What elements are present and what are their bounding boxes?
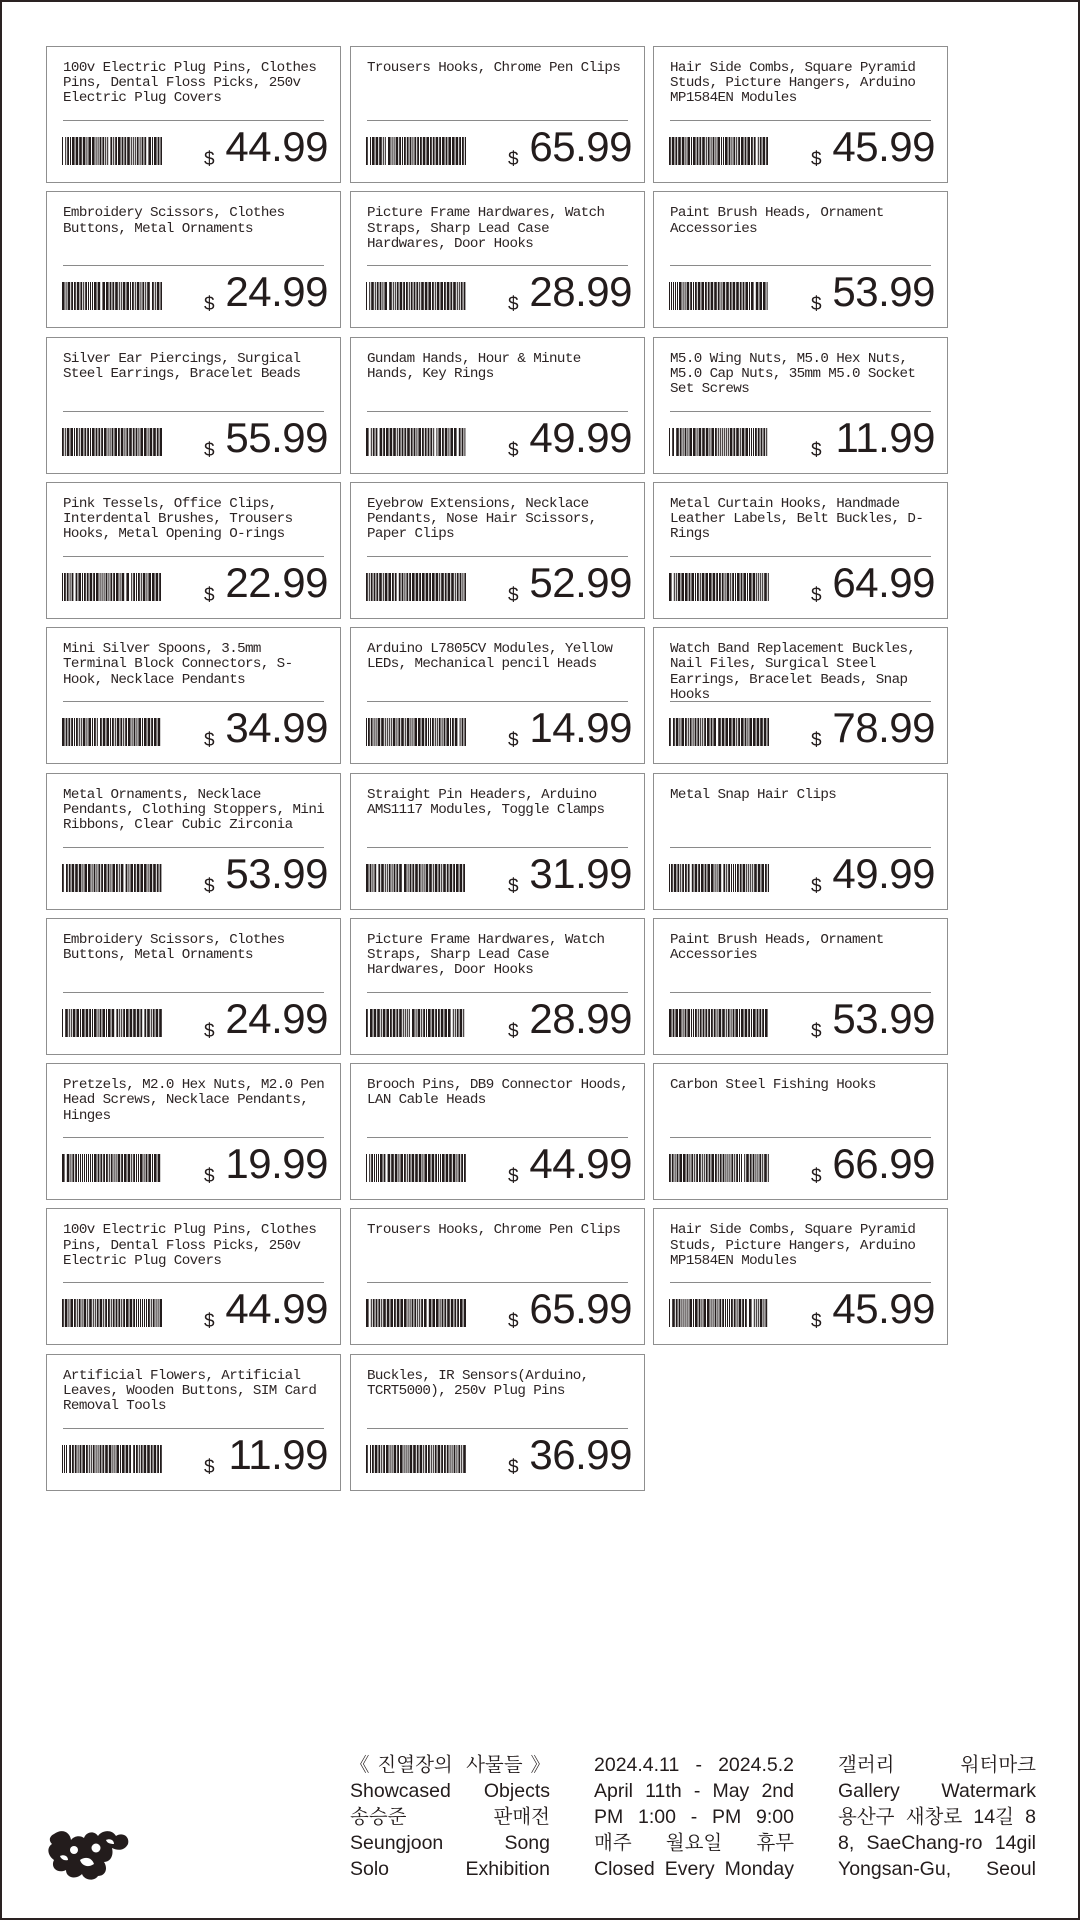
- barcode-icon: [669, 718, 769, 746]
- item-price: 22.99: [225, 558, 328, 606]
- title-line-kr: 《진열장의 사물들》: [350, 1754, 550, 1776]
- item-price: 45.99: [832, 123, 935, 170]
- currency-symbol: $: [811, 294, 822, 316]
- item-price: 45.99: [832, 1285, 935, 1333]
- item-description: 100v Electric Plug Pins, Clothes Pins, Dental Floss Picks, 250v Electric Plug Covers: [63, 60, 317, 107]
- exhibition-type-line: Solo Exhibition: [350, 1858, 550, 1880]
- item-description: Gundam Hands, Hour & Minute Hands, Key Rings: [367, 350, 581, 382]
- item-description: Picture Frame Hardwares, Watch Straps, Sharp Lead Case Hardwares, Door Hooks: [367, 931, 605, 979]
- price-label: [653, 918, 948, 1055]
- date-range-text: April 11th - May 2nd: [594, 1780, 794, 1802]
- item-description: Silver Ear Piercings, Surgical Steel Earrings, Bracelet Beads: [63, 350, 301, 382]
- item-description: Trousers Hooks, Chrome Pen Clips: [367, 60, 621, 76]
- item-price: 64.99: [832, 558, 935, 606]
- divider: [670, 701, 931, 702]
- barcode-icon: [669, 1009, 769, 1037]
- price-label: [653, 337, 948, 474]
- currency-symbol: $: [508, 294, 519, 316]
- barcode-icon: [62, 573, 162, 601]
- currency-symbol: $: [508, 149, 519, 170]
- price-label: [350, 482, 645, 619]
- item-price: 36.99: [529, 1430, 632, 1478]
- currency-symbol: $: [811, 439, 822, 461]
- item-description: Picture Frame Hardwares, Watch Straps, Sharp Lead Case Hardwares, Door Hooks: [367, 205, 605, 252]
- currency-symbol: $: [811, 875, 822, 897]
- divider: [63, 1137, 324, 1138]
- item-description: Brooch Pins, DB9 Connector Hoods, LAN Cable Heads: [367, 1077, 629, 1109]
- item-description: Embroidery Scissors, Clothes Buttons, Metal Ornaments: [63, 205, 285, 237]
- barcode-icon: [366, 573, 466, 601]
- divider: [670, 1282, 931, 1283]
- divider: [63, 1282, 324, 1283]
- currency-symbol: $: [811, 730, 822, 752]
- price-label: [653, 1063, 948, 1200]
- barcode-icon: [669, 1299, 769, 1327]
- currency-symbol: $: [811, 584, 822, 606]
- price-label: [350, 1208, 645, 1345]
- item-price: 24.99: [225, 994, 328, 1042]
- item-price: 28.99: [529, 268, 632, 316]
- item-price: 31.99: [529, 849, 632, 897]
- currency-symbol: $: [508, 584, 519, 606]
- currency-symbol: $: [204, 1456, 215, 1478]
- item-description: Buckles, IR Sensors(Arduino, TCRT5000), 250v Plug Pins: [367, 1367, 589, 1399]
- currency-symbol: $: [508, 730, 519, 752]
- item-price: 44.99: [225, 123, 328, 170]
- item-price: 28.99: [529, 994, 632, 1042]
- barcode-icon: [366, 1445, 466, 1473]
- price-label: [350, 627, 645, 764]
- barcode-icon: [62, 1445, 162, 1473]
- currency-symbol: $: [204, 875, 215, 897]
- item-description: Metal Ornaments, Necklace Pendants, Clothing Stoppers, Mini Ribbons, Clear Cubic Zirconia: [63, 786, 325, 833]
- divider: [367, 120, 628, 121]
- barcode-icon: [669, 1154, 769, 1182]
- item-price: 55.99: [225, 413, 328, 461]
- item-description: 100v Electric Plug Pins, Clothes Pins, Dental Floss Picks, 250v Electric Plug Covers: [63, 1222, 317, 1269]
- divider: [670, 556, 931, 557]
- item-description: Mini Silver Spoons, 3.5mm Terminal Block Connectors, S-Hook, Necklace Pendants: [63, 641, 293, 688]
- gallery-name-en: Gallery Watermark: [838, 1780, 1036, 1802]
- item-price: 49.99: [832, 849, 935, 897]
- item-price: 66.99: [832, 1140, 935, 1188]
- price-label: [350, 337, 645, 474]
- divider: [367, 1428, 628, 1429]
- price-label-grid: [2, 2, 1078, 1502]
- item-description: Hair Side Combs, Square Pyramid Studs, Picture Hangers, Arduino MP1584EN Modules: [670, 1222, 916, 1269]
- barcode-icon: [62, 1009, 162, 1037]
- divider: [670, 847, 931, 848]
- price-label: [46, 1354, 341, 1491]
- divider: [670, 1137, 931, 1138]
- item-description: Pink Tessels, Office Clips, Interdental Brushes, Trousers Hooks, Metal Opening O-rings: [63, 495, 293, 543]
- item-price: 78.99: [832, 704, 935, 752]
- barcode-icon: [366, 137, 466, 165]
- barcode-icon: [62, 718, 162, 746]
- barcode-icon: [366, 428, 466, 456]
- currency-symbol: $: [204, 584, 215, 606]
- item-description: Metal Snap Hair Clips: [670, 786, 837, 803]
- divider: [367, 411, 628, 412]
- divider: [63, 1428, 324, 1429]
- price-label: [46, 627, 341, 764]
- currency-symbol: $: [811, 1166, 822, 1188]
- item-price: 19.99: [225, 1140, 328, 1188]
- divider: [367, 992, 628, 993]
- currency-symbol: $: [508, 1456, 519, 1478]
- divider: [63, 120, 324, 121]
- barcode-icon: [62, 428, 162, 456]
- currency-symbol: $: [508, 875, 519, 897]
- item-description: Pretzels, M2.0 Hex Nuts, M2.0 Pen Head Screws, Necklace Pendants, Hinges: [63, 1077, 325, 1124]
- gallery-address-block: [838, 1752, 1036, 1882]
- item-price: 52.99: [529, 558, 632, 606]
- divider: [367, 1282, 628, 1283]
- currency-symbol: $: [508, 1020, 519, 1042]
- barcode-icon: [366, 1154, 466, 1182]
- item-description: Hair Side Combs, Square Pyramid Studs, Picture Hangers, Arduino MP1584EN Modules: [670, 60, 916, 107]
- item-description: Carbon Steel Fishing Hooks: [670, 1077, 876, 1094]
- item-description: Watch Band Replacement Buckles, Nail Files, Surgical Steel Earrings, Bracelet Beads, Snap Hooks: [670, 641, 916, 703]
- divider: [367, 701, 628, 702]
- date-range-numeric: 2024.4.11 - 2024.5.2: [594, 1754, 794, 1776]
- price-label: [350, 773, 645, 910]
- price-label: [653, 627, 948, 764]
- price-label: [46, 918, 341, 1055]
- barcode-icon: [62, 864, 162, 892]
- exhibition-title-block: [350, 1752, 550, 1882]
- price-label: [653, 773, 948, 910]
- divider: [63, 847, 324, 848]
- exhibition-info-footer: [2, 1742, 1078, 1892]
- gallery-logo-icon: [44, 1826, 132, 1882]
- title-line-en: Showcased Objects: [350, 1780, 550, 1802]
- artist-line-en: Seungjoon Song: [350, 1832, 550, 1854]
- currency-symbol: $: [204, 294, 215, 316]
- currency-symbol: $: [204, 730, 215, 752]
- price-label: [46, 191, 341, 328]
- currency-symbol: $: [204, 1020, 215, 1042]
- item-price: 44.99: [225, 1285, 328, 1333]
- divider: [63, 701, 324, 702]
- divider: [63, 556, 324, 557]
- item-description: M5.0 Wing Nuts, M5.0 Hex Nuts, M5.0 Cap Nuts, 35mm M5.0 Socket Set Screws: [670, 350, 916, 397]
- currency-symbol: $: [508, 439, 519, 461]
- price-label: [46, 337, 341, 474]
- item-price: 53.99: [225, 849, 328, 897]
- barcode-icon: [62, 282, 162, 310]
- barcode-icon: [669, 573, 769, 601]
- price-label: [653, 46, 948, 183]
- item-description: Paint Brush Heads, Ornament Accessories: [670, 931, 884, 963]
- item-description: Straight Pin Headers, Arduino AMS1117 Modules, Toggle Clamps: [367, 786, 605, 818]
- price-label: [350, 918, 645, 1055]
- address-line-kr: 용산구 새창로 14길 8: [838, 1806, 1036, 1828]
- item-description: Embroidery Scissors, Clothes Buttons, Metal Ornaments: [63, 931, 285, 963]
- currency-symbol: $: [204, 439, 215, 461]
- barcode-icon: [62, 1154, 162, 1182]
- currency-symbol: $: [811, 1020, 822, 1042]
- item-price: 14.99: [529, 704, 632, 752]
- price-label: [350, 1063, 645, 1200]
- divider: [367, 847, 628, 848]
- item-price: 53.99: [832, 994, 935, 1042]
- divider: [367, 1137, 628, 1138]
- item-description: Eyebrow Extensions, Necklace Pendants, Nose Hair Scissors, Paper Clips: [367, 495, 597, 543]
- opening-hours: PM 1:00 - PM 9:00: [594, 1806, 794, 1828]
- divider: [367, 556, 628, 557]
- price-label: [46, 482, 341, 619]
- divider: [63, 411, 324, 412]
- item-price: 53.99: [832, 268, 935, 316]
- divider: [670, 265, 931, 266]
- artist-line-kr: 송승준 판매전: [350, 1806, 550, 1828]
- currency-symbol: $: [204, 1166, 215, 1188]
- item-price: 11.99: [835, 413, 935, 461]
- item-price: 34.99: [225, 704, 328, 752]
- item-price: 44.99: [529, 1140, 632, 1188]
- barcode-icon: [669, 137, 769, 165]
- price-label: [46, 1063, 341, 1200]
- barcode-icon: [366, 1299, 466, 1327]
- exhibition-dates-block: [594, 1752, 794, 1882]
- currency-symbol: $: [811, 149, 822, 170]
- item-description: Artificial Flowers, Artificial Leaves, Wooden Buttons, SIM Card Removal Tools: [63, 1367, 317, 1415]
- barcode-icon: [366, 1009, 466, 1037]
- price-label: [46, 1208, 341, 1345]
- price-label: [653, 1208, 948, 1345]
- currency-symbol: $: [508, 1311, 519, 1333]
- address-line-en-1: 8, SaeChang-ro 14gil: [838, 1832, 1036, 1854]
- price-label: [350, 1354, 645, 1491]
- price-label: [653, 191, 948, 328]
- barcode-icon: [62, 137, 162, 165]
- item-price: 65.99: [529, 123, 632, 170]
- currency-symbol: $: [811, 1311, 822, 1333]
- barcode-icon: [669, 864, 769, 892]
- item-description: Trousers Hooks, Chrome Pen Clips: [367, 1222, 621, 1239]
- currency-symbol: $: [204, 1311, 215, 1333]
- barcode-icon: [669, 428, 769, 456]
- price-label: [350, 46, 645, 183]
- item-description: Paint Brush Heads, Ornament Accessories: [670, 205, 884, 237]
- divider: [670, 992, 931, 993]
- price-label: [653, 482, 948, 619]
- price-label: [46, 773, 341, 910]
- price-label: [46, 46, 341, 183]
- divider: [63, 992, 324, 993]
- price-label: [350, 191, 645, 328]
- closed-day-en: Closed Every Monday: [594, 1858, 794, 1880]
- item-price: 49.99: [529, 413, 632, 461]
- currency-symbol: $: [204, 149, 215, 170]
- divider: [670, 120, 931, 121]
- barcode-icon: [366, 282, 466, 310]
- item-description: Metal Curtain Hooks, Handmade Leather Labels, Belt Buckles, D-Rings: [670, 495, 924, 543]
- barcode-icon: [366, 718, 466, 746]
- item-price: 11.99: [228, 1430, 328, 1478]
- address-line-en-2: Yongsan-Gu, Seoul: [838, 1858, 1036, 1880]
- gallery-name-kr: 갤러리 워터마크: [838, 1754, 1036, 1776]
- item-price: 24.99: [225, 268, 328, 316]
- divider: [63, 265, 324, 266]
- barcode-icon: [669, 282, 769, 310]
- currency-symbol: $: [508, 1166, 519, 1188]
- item-price: 65.99: [529, 1285, 632, 1333]
- closed-day-kr: 매주 월요일 휴무: [594, 1832, 794, 1854]
- barcode-icon: [62, 1299, 162, 1327]
- divider: [367, 265, 628, 266]
- barcode-icon: [366, 864, 466, 892]
- divider: [670, 411, 931, 412]
- item-description: Arduino L7805CV Modules, Yellow LEDs, Mechanical pencil Heads: [367, 641, 613, 673]
